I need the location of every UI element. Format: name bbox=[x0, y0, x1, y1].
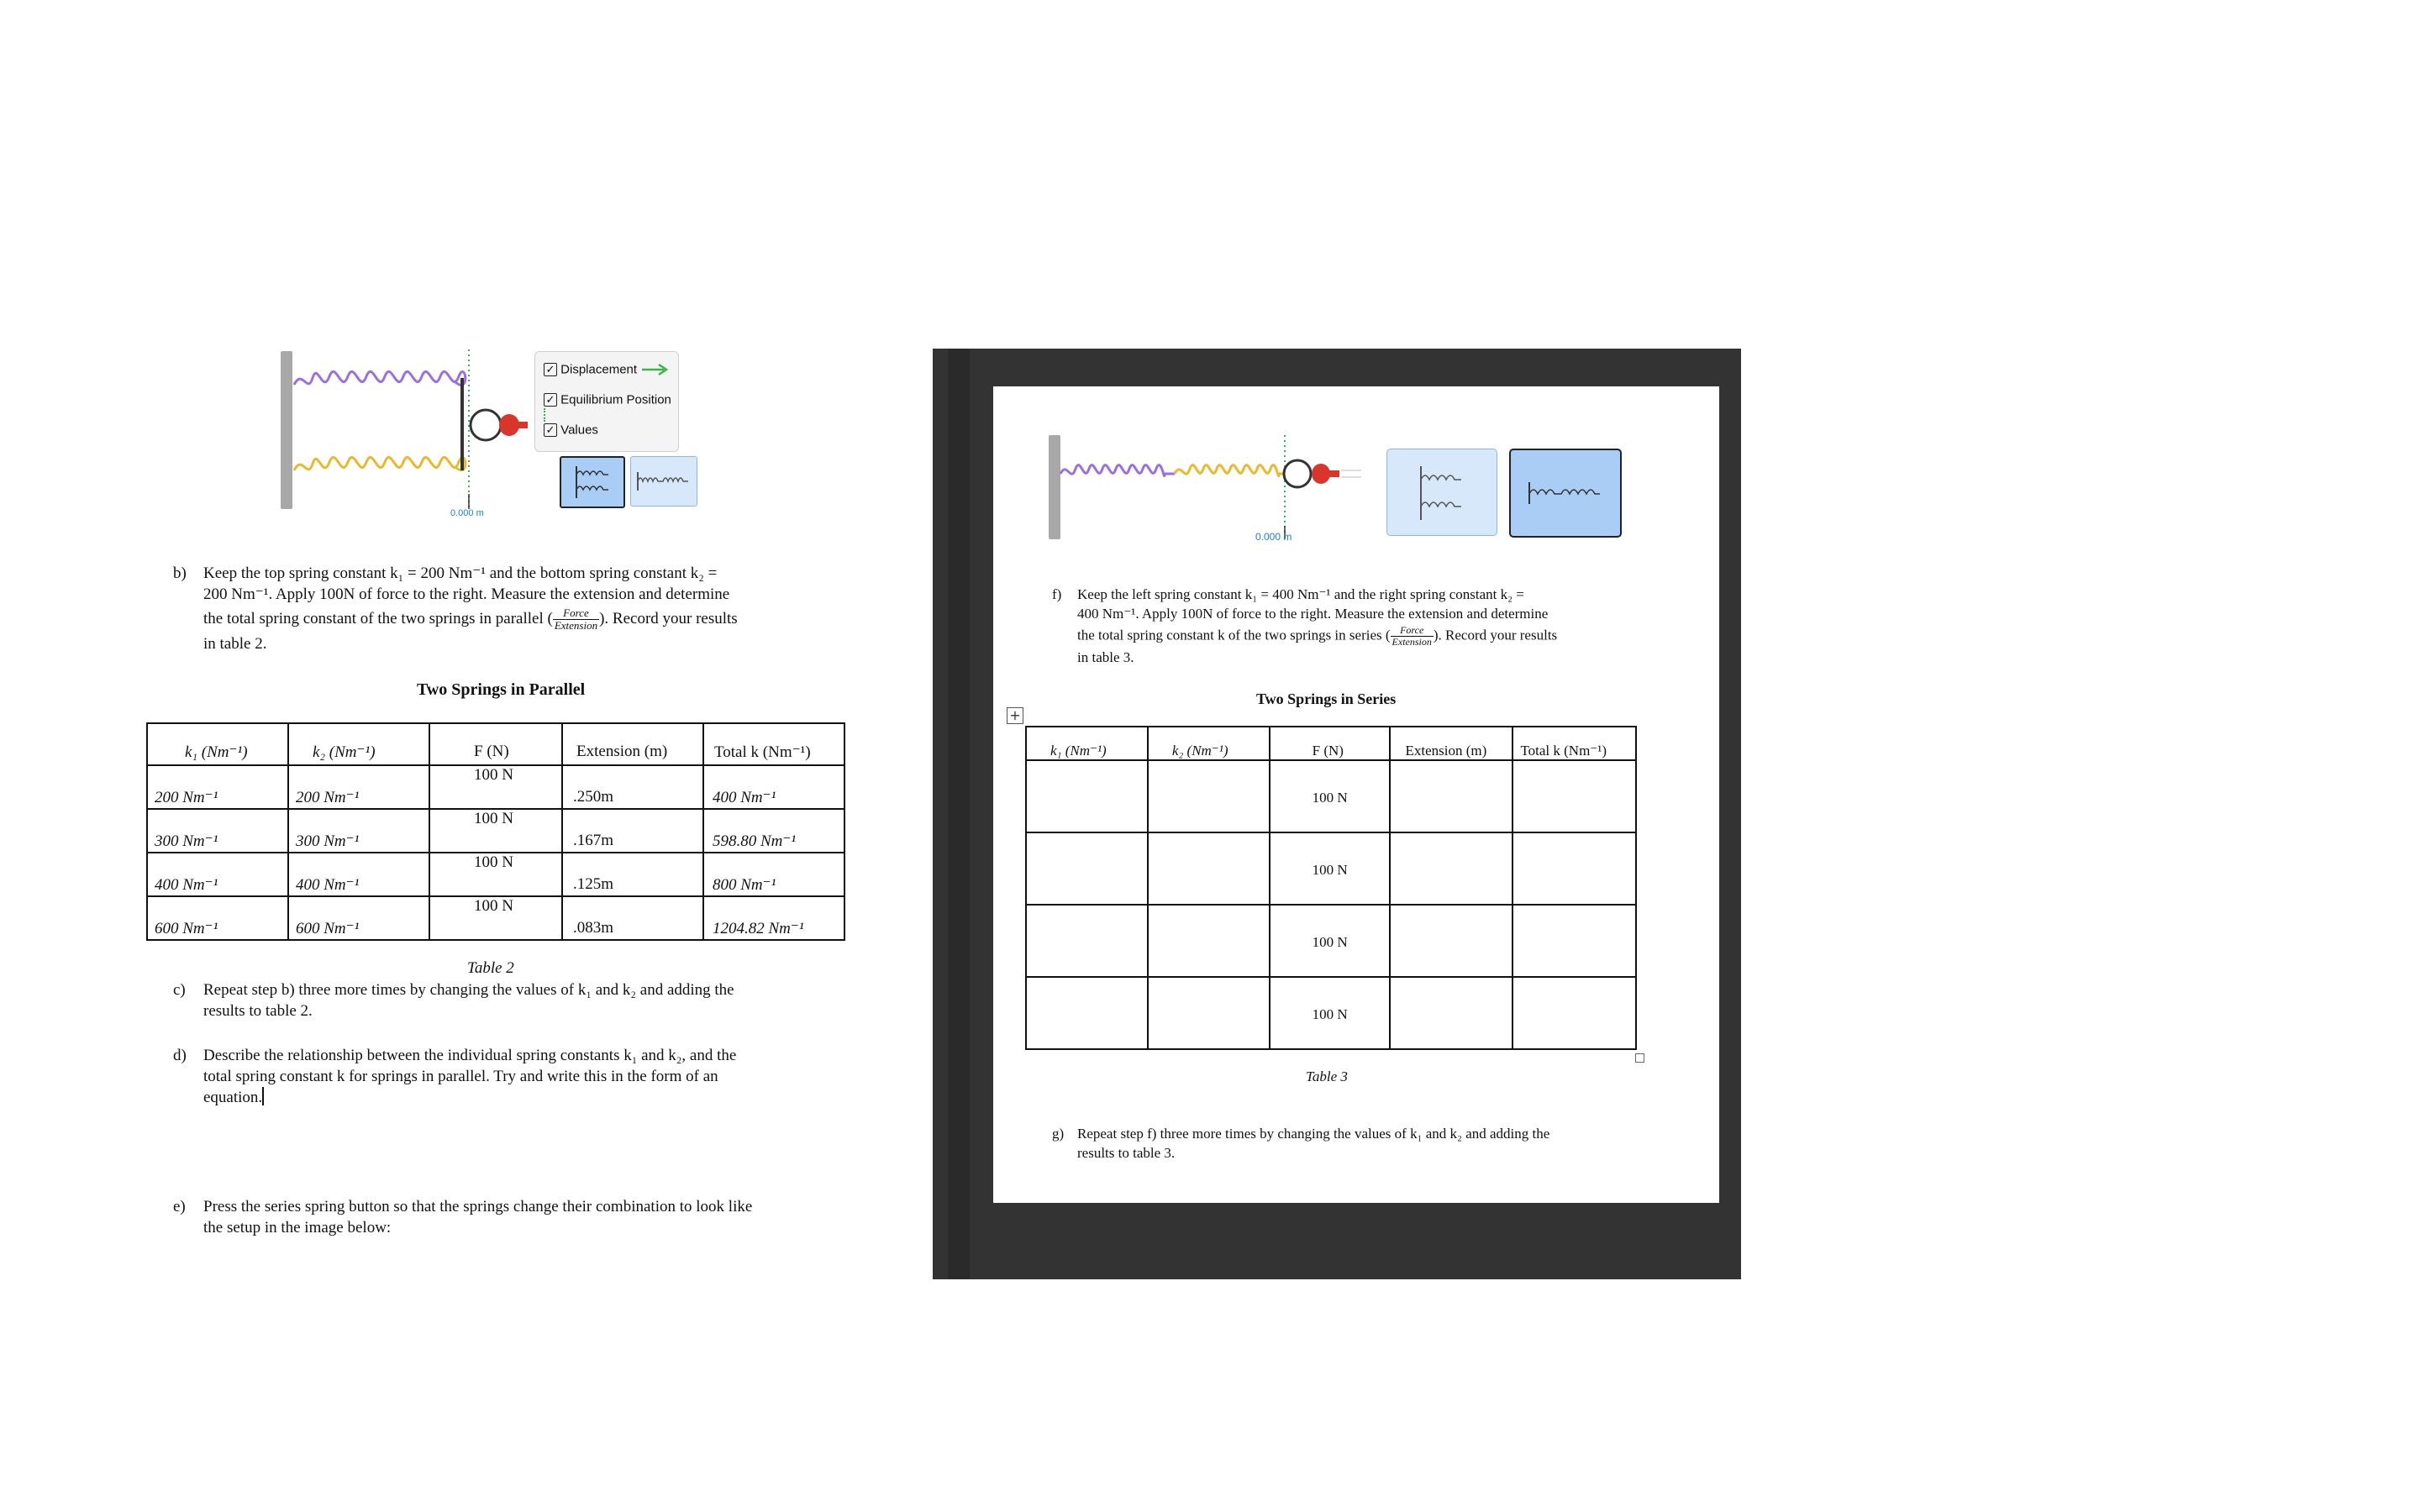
text-cursor bbox=[262, 1087, 264, 1105]
series-springs-illustration bbox=[1049, 432, 1385, 558]
cell-k2[interactable] bbox=[1148, 977, 1270, 1049]
cell-extension[interactable] bbox=[1390, 760, 1513, 832]
displacement-label: Displacement bbox=[560, 362, 638, 377]
step-b-line-3a: the total spring constant of the two springs in parallel ( bbox=[203, 609, 553, 627]
values-checkbox[interactable] bbox=[544, 423, 598, 438]
step-g-line-1: Repeat step f) three more times by changing the values of k₁ and k₂ and adding the bbox=[1077, 1126, 1550, 1142]
displacement-arrow-icon bbox=[640, 364, 669, 375]
step-f-line-3 bbox=[1077, 625, 1699, 648]
table-3-caption: Table 3 bbox=[1306, 1068, 1348, 1084]
step-d-line-3: equation. bbox=[203, 1089, 263, 1106]
step-b-line-1: Keep the top spring constant k₁ = 200 Nm⁻¹ and the bottom spring constant k₂ = bbox=[203, 564, 718, 582]
step-b-label: b) bbox=[173, 564, 187, 582]
header-k1: k₁ (Nm⁻¹) bbox=[1050, 743, 1107, 759]
step-e-line-1: Press the series spring button so that the springs change their combination to look like bbox=[203, 1198, 753, 1215]
header-total-k: Total k (Nm⁻¹) bbox=[1520, 743, 1607, 759]
table-row bbox=[147, 809, 844, 853]
step-d-label: d) bbox=[173, 1047, 187, 1064]
cell-k2[interactable] bbox=[1148, 760, 1270, 832]
parallel-springs-icon bbox=[561, 458, 623, 507]
header-extension: Extension (m) bbox=[576, 743, 668, 760]
parallel-results-table bbox=[146, 722, 845, 941]
cell-force: 100 N bbox=[1312, 790, 1348, 806]
cell-extension: .250m bbox=[573, 788, 614, 806]
equilibrium-position-checkbox[interactable] bbox=[544, 392, 678, 422]
header-force: F (N) bbox=[1312, 743, 1344, 759]
cell-force: 100 N bbox=[1312, 862, 1348, 878]
cell-force: 100 N bbox=[474, 810, 513, 827]
display-options-panel bbox=[534, 351, 679, 452]
equilibrium-position-label: Equilibrium Position bbox=[560, 392, 671, 407]
series-table-title: Two Springs in Series bbox=[1256, 690, 1397, 707]
header-k2: k₂ (Nm⁻¹) bbox=[1171, 743, 1228, 759]
table-header-row bbox=[1026, 727, 1636, 760]
cell-k1: 600 Nm⁻¹ bbox=[155, 920, 218, 937]
series-ruler-label: 0.000 m bbox=[1255, 531, 1292, 543]
values-label: Values bbox=[560, 423, 598, 438]
table-row bbox=[1026, 905, 1636, 977]
cell-total-k: 1204.82 Nm⁻¹ bbox=[713, 920, 804, 937]
step-c-label: c) bbox=[173, 981, 186, 999]
table-move-handle-icon[interactable]: + bbox=[1007, 707, 1023, 724]
series-results-table bbox=[1025, 726, 1637, 1050]
cell-force: 100 N bbox=[1312, 934, 1348, 950]
cell-k1: 200 Nm⁻¹ bbox=[155, 789, 218, 806]
page-preview-shadow bbox=[948, 349, 970, 1279]
step-c-line-1: Repeat step b) three more times by changing the values of k₁ and k₂ and adding the bbox=[203, 981, 734, 999]
step-b-line-4: in table 2. bbox=[203, 635, 267, 653]
step-d-line-3-wrap bbox=[203, 1087, 736, 1108]
table-row bbox=[147, 765, 844, 809]
step-f-line-3b: ). Record your results bbox=[1433, 627, 1558, 643]
cell-extension[interactable] bbox=[1390, 977, 1513, 1049]
step-d-line-1: Describe the relationship between the individual spring constants k₁ and k₂, and the bbox=[203, 1047, 737, 1064]
cell-k2[interactable] bbox=[1148, 905, 1270, 977]
cell-k1[interactable] bbox=[1026, 905, 1148, 977]
table-row bbox=[147, 896, 844, 940]
series-springs-icon bbox=[631, 457, 697, 506]
fraction-denominator: Extension bbox=[1392, 636, 1432, 648]
cell-k2: 300 Nm⁻¹ bbox=[296, 832, 360, 850]
fraction-numerator: Force bbox=[553, 607, 599, 620]
cell-extension: .125m bbox=[573, 875, 614, 893]
cell-force: 100 N bbox=[474, 897, 513, 915]
cell-total-k[interactable] bbox=[1512, 977, 1636, 1049]
cell-extension[interactable] bbox=[1390, 832, 1513, 905]
step-f-line-3a: the total spring constant k of the two springs in series ( bbox=[1077, 627, 1391, 643]
step-b-paragraph bbox=[173, 563, 862, 664]
header-k1: k₁ (Nm⁻¹) bbox=[185, 743, 248, 761]
step-f-label: f) bbox=[1052, 586, 1062, 602]
parallel-springs-icon bbox=[1387, 449, 1497, 535]
step-c-paragraph bbox=[173, 979, 862, 1026]
table-2-caption: Table 2 bbox=[467, 959, 514, 977]
step-e-line-2: the setup in the image below: bbox=[203, 1219, 392, 1236]
cell-extension: .083m bbox=[573, 919, 614, 937]
step-e-paragraph bbox=[173, 1196, 879, 1242]
cell-extension: .167m bbox=[573, 832, 614, 849]
cell-k2: 200 Nm⁻¹ bbox=[296, 789, 360, 806]
series-mode-button[interactable] bbox=[630, 456, 697, 507]
series-series-mode-button[interactable] bbox=[1509, 449, 1622, 538]
step-g-paragraph bbox=[1052, 1124, 1707, 1166]
parallel-mode-button[interactable] bbox=[560, 456, 625, 508]
step-f-line-1: Keep the left spring constant k₁ = 400 Nm⁻¹ and the right spring constant k₂ = bbox=[1077, 586, 1524, 602]
step-f-paragraph bbox=[1052, 585, 1707, 677]
cell-total-k[interactable] bbox=[1512, 905, 1636, 977]
cell-force: 100 N bbox=[1312, 1006, 1348, 1022]
force-over-extension-fraction bbox=[1391, 625, 1434, 648]
checkbox-checked-icon: ✓ bbox=[544, 363, 557, 376]
step-b-line-3 bbox=[203, 607, 859, 632]
table-resize-handle-icon[interactable] bbox=[1635, 1053, 1644, 1063]
cell-force: 100 N bbox=[474, 766, 513, 784]
step-b-line-2: 200 Nm⁻¹. Apply 100N of force to the right. Measure the extension and determine bbox=[203, 585, 730, 603]
step-f-line-4: in table 3. bbox=[1077, 649, 1134, 665]
cell-k1[interactable] bbox=[1026, 832, 1148, 905]
step-f-line-2: 400 Nm⁻¹. Apply 100N of force to the right. Measure the extension and determine bbox=[1077, 606, 1549, 622]
table-row bbox=[1026, 832, 1636, 905]
cell-total-k[interactable] bbox=[1512, 832, 1636, 905]
checkbox-checked-icon: ✓ bbox=[544, 423, 557, 437]
series-parallel-mode-button[interactable] bbox=[1386, 449, 1497, 536]
cell-k2[interactable] bbox=[1148, 832, 1270, 905]
force-over-extension-fraction bbox=[553, 607, 599, 632]
step-g-label: g) bbox=[1052, 1126, 1065, 1142]
cell-total-k: 598.80 Nm⁻¹ bbox=[713, 832, 797, 850]
cell-total-k: 800 Nm⁻¹ bbox=[713, 876, 776, 894]
displacement-checkbox[interactable] bbox=[544, 362, 669, 377]
cell-total-k: 400 Nm⁻¹ bbox=[713, 789, 776, 806]
cell-total-k[interactable] bbox=[1512, 760, 1636, 832]
cell-k1: 400 Nm⁻¹ bbox=[155, 876, 218, 894]
step-d-line-2: total spring constant k for springs in parallel. Try and write this in the form of an bbox=[203, 1068, 718, 1085]
table-row bbox=[1026, 760, 1636, 832]
cell-k1[interactable] bbox=[1026, 977, 1148, 1049]
step-e-label: e) bbox=[173, 1198, 186, 1215]
fraction-numerator: Force bbox=[1391, 625, 1434, 637]
parallel-table-title: Two Springs in Parallel bbox=[417, 680, 586, 699]
step-d-paragraph[interactable] bbox=[173, 1045, 862, 1112]
ruler-label: 0.000 m bbox=[450, 508, 484, 518]
series-springs-icon bbox=[1511, 450, 1620, 536]
cell-force: 100 N bbox=[474, 853, 513, 871]
fraction-denominator: Extension bbox=[554, 619, 598, 632]
table-row bbox=[1026, 977, 1636, 1049]
step-g-line-2: results to table 3. bbox=[1077, 1145, 1176, 1161]
table-row bbox=[147, 853, 844, 896]
checkbox-checked-icon: ✓ bbox=[544, 393, 557, 407]
step-b-line-3b: ). Record your results bbox=[599, 609, 738, 627]
header-force: F (N) bbox=[474, 743, 509, 760]
cell-k2: 600 Nm⁻¹ bbox=[296, 920, 360, 937]
header-k2: k₂ (Nm⁻¹) bbox=[313, 743, 376, 761]
cell-k2: 400 Nm⁻¹ bbox=[296, 876, 360, 894]
cell-k1[interactable] bbox=[1026, 760, 1148, 832]
page-sheet bbox=[993, 386, 1719, 1203]
table-header-row bbox=[147, 723, 844, 765]
step-c-line-2: results to table 2. bbox=[203, 1002, 313, 1020]
equilibrium-dotted-icon bbox=[544, 408, 547, 422]
cell-k1: 300 Nm⁻¹ bbox=[155, 832, 218, 850]
cell-extension[interactable] bbox=[1390, 905, 1513, 977]
header-total-k: Total k (Nm⁻¹) bbox=[714, 743, 811, 761]
header-extension: Extension (m) bbox=[1405, 743, 1487, 759]
